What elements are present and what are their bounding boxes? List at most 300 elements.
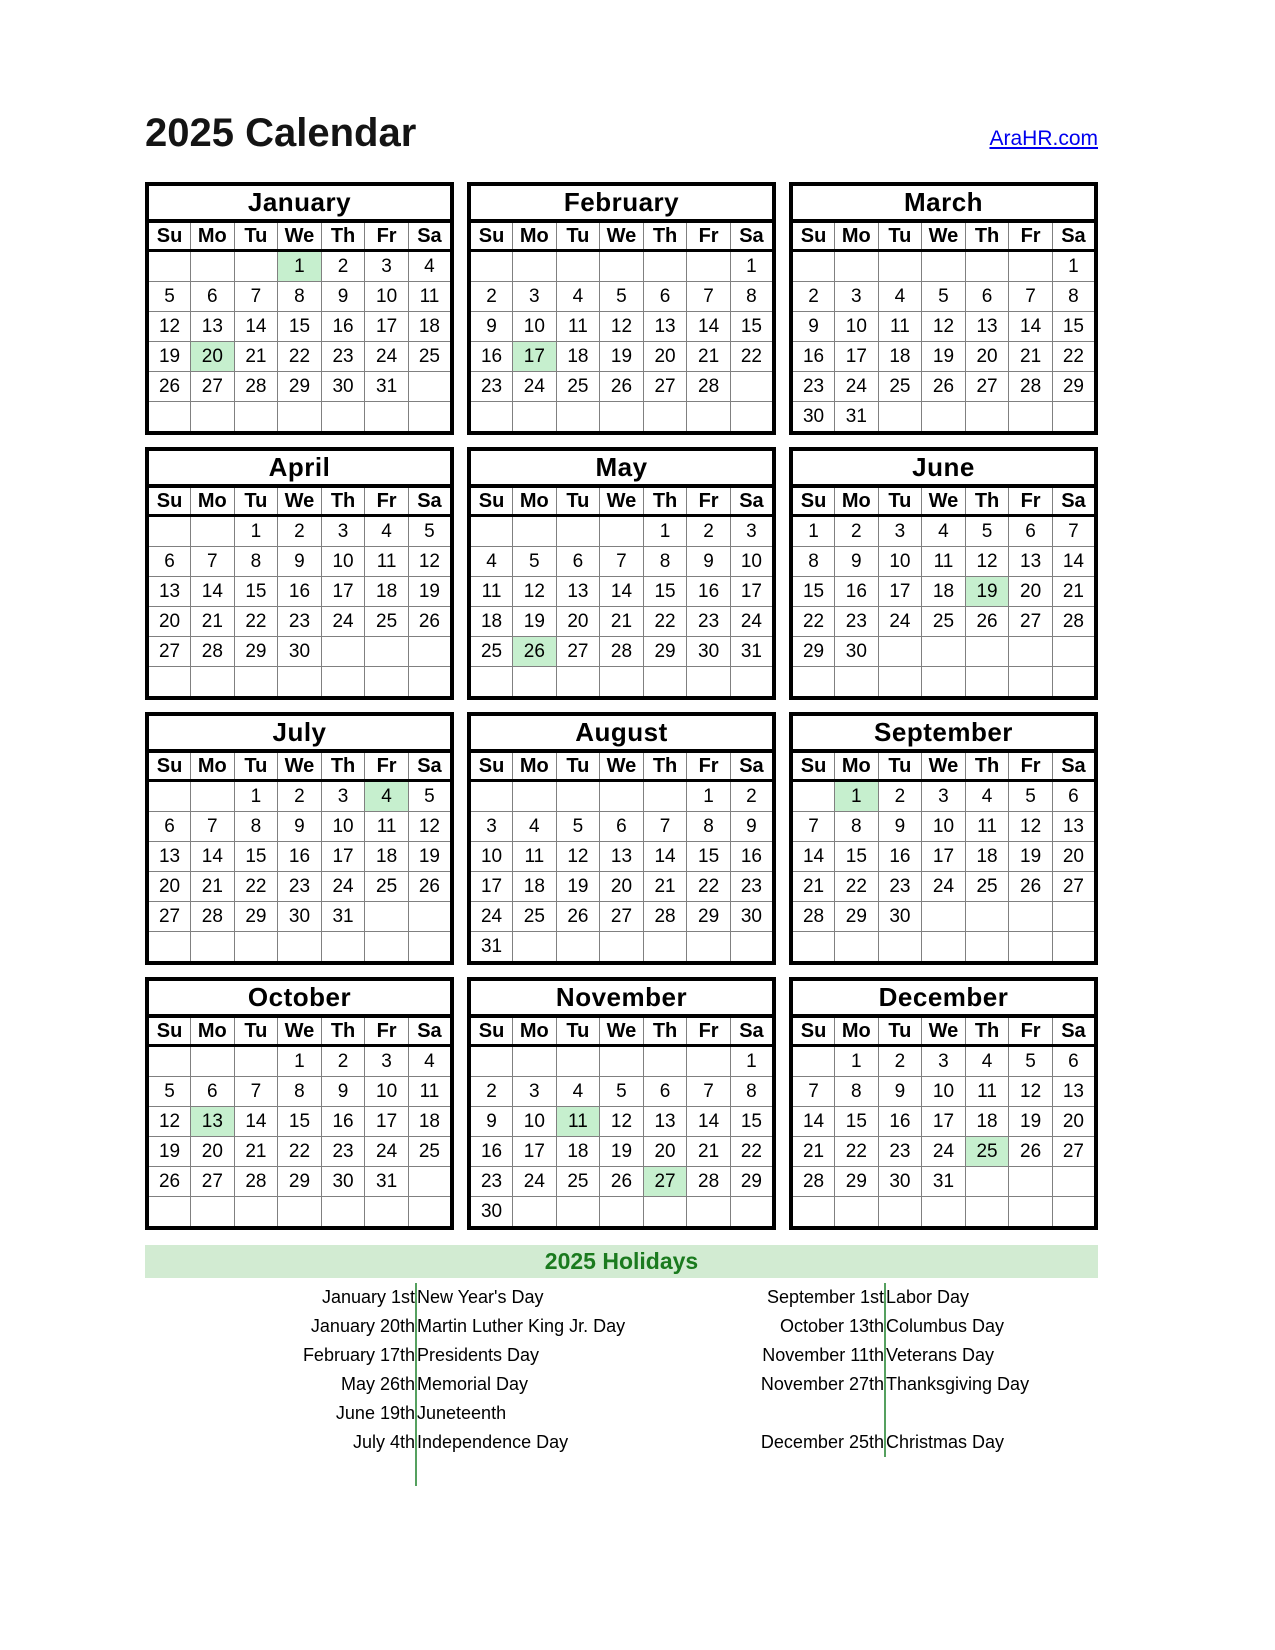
weekday-sa: Sa xyxy=(1052,751,1096,781)
day-cell: 24 xyxy=(835,372,879,402)
empty-day-cell xyxy=(922,637,966,667)
day-cell: 24 xyxy=(365,342,409,372)
day-cell: 6 xyxy=(191,282,235,312)
day-cell: 28 xyxy=(1009,372,1053,402)
day-cell: 20 xyxy=(643,342,687,372)
day-cell: 15 xyxy=(835,842,879,872)
day-cell: 21 xyxy=(687,342,731,372)
day-cell: 20 xyxy=(1009,577,1053,607)
day-cell: 16 xyxy=(730,842,774,872)
month-title: December xyxy=(791,979,1096,1016)
empty-day-cell xyxy=(234,402,278,434)
empty-day-cell xyxy=(408,1167,452,1197)
day-cell: 12 xyxy=(1009,812,1053,842)
day-cell: 12 xyxy=(408,547,452,577)
empty-day-cell xyxy=(643,1197,687,1229)
empty-day-cell xyxy=(922,902,966,932)
day-cell: 3 xyxy=(922,781,966,812)
month-february xyxy=(467,182,776,435)
day-cell: 16 xyxy=(687,577,731,607)
holiday-name: Thanksgiving Day xyxy=(885,1370,1102,1399)
empty-day-cell xyxy=(321,637,365,667)
day-cell: 12 xyxy=(513,577,557,607)
empty-day-cell xyxy=(278,932,322,964)
empty-day-cell xyxy=(147,516,191,547)
weekday-mo: Mo xyxy=(835,751,879,781)
day-cell: 21 xyxy=(1052,577,1096,607)
month-title: November xyxy=(469,979,774,1016)
day-cell: 9 xyxy=(878,1077,922,1107)
empty-day-cell xyxy=(1052,402,1096,434)
holiday-row xyxy=(145,1370,1102,1399)
month-title: June xyxy=(791,449,1096,486)
day-cell: 27 xyxy=(643,372,687,402)
day-cell: 10 xyxy=(321,547,365,577)
empty-day-cell xyxy=(730,1197,774,1229)
day-cell: 23 xyxy=(730,872,774,902)
day-cell: 22 xyxy=(687,872,731,902)
weekday-th: Th xyxy=(965,486,1009,516)
day-cell: 17 xyxy=(469,872,513,902)
day-cell: 8 xyxy=(643,547,687,577)
day-cell: 17 xyxy=(730,577,774,607)
weekday-fr: Fr xyxy=(687,221,731,251)
day-cell: 18 xyxy=(922,577,966,607)
day-cell: 29 xyxy=(278,372,322,402)
day-cell: 21 xyxy=(687,1137,731,1167)
day-cell: 15 xyxy=(643,577,687,607)
day-cell: 27 xyxy=(600,902,644,932)
day-cell: 16 xyxy=(278,842,322,872)
empty-day-cell xyxy=(365,667,409,699)
day-cell: 15 xyxy=(234,577,278,607)
day-cell: 11 xyxy=(965,1077,1009,1107)
day-cell: 10 xyxy=(922,812,966,842)
holiday-date: February 17th xyxy=(302,1345,415,1365)
day-cell: 24 xyxy=(469,902,513,932)
day-cell: 26 xyxy=(1009,872,1053,902)
empty-day-cell xyxy=(513,1197,557,1229)
holidays-table xyxy=(145,1283,1102,1486)
weekday-tu: Tu xyxy=(878,751,922,781)
day-cell: 28 xyxy=(191,637,235,667)
empty-day-cell xyxy=(191,667,235,699)
empty-day-cell xyxy=(835,932,879,964)
empty-cell xyxy=(416,1457,709,1486)
day-cell: 15 xyxy=(687,842,731,872)
day-cell: 6 xyxy=(556,547,600,577)
weekday-we: We xyxy=(600,221,644,251)
holiday-day-cell: 26 xyxy=(513,637,557,667)
day-cell: 3 xyxy=(878,516,922,547)
day-cell: 11 xyxy=(513,842,557,872)
day-cell: 19 xyxy=(408,577,452,607)
day-cell: 23 xyxy=(878,1137,922,1167)
weekday-fr: Fr xyxy=(365,1016,409,1046)
day-cell: 9 xyxy=(469,1107,513,1137)
day-cell: 24 xyxy=(922,1137,966,1167)
day-cell: 13 xyxy=(1009,547,1053,577)
weekday-sa: Sa xyxy=(730,751,774,781)
day-cell: 19 xyxy=(1009,1107,1053,1137)
day-cell: 5 xyxy=(1009,781,1053,812)
day-cell: 29 xyxy=(835,902,879,932)
day-cell: 16 xyxy=(321,1107,365,1137)
day-cell: 8 xyxy=(730,1077,774,1107)
weekday-sa: Sa xyxy=(730,1016,774,1046)
day-cell: 14 xyxy=(687,1107,731,1137)
holiday-day-cell: 1 xyxy=(278,251,322,282)
empty-day-cell xyxy=(408,932,452,964)
day-cell: 5 xyxy=(147,282,191,312)
day-cell: 27 xyxy=(965,372,1009,402)
weekday-sa: Sa xyxy=(1052,221,1096,251)
empty-day-cell xyxy=(1009,402,1053,434)
weekday-mo: Mo xyxy=(513,751,557,781)
day-cell: 18 xyxy=(556,342,600,372)
empty-day-cell xyxy=(556,516,600,547)
day-cell: 10 xyxy=(321,812,365,842)
day-cell: 25 xyxy=(408,342,452,372)
empty-day-cell xyxy=(878,667,922,699)
month-july xyxy=(145,712,454,965)
empty-day-cell xyxy=(1052,1197,1096,1229)
holiday-day-cell: 25 xyxy=(965,1137,1009,1167)
day-cell: 3 xyxy=(835,282,879,312)
day-cell: 8 xyxy=(730,282,774,312)
day-cell: 23 xyxy=(469,372,513,402)
empty-day-cell xyxy=(878,637,922,667)
day-cell: 5 xyxy=(147,1077,191,1107)
empty-day-cell xyxy=(321,932,365,964)
empty-day-cell xyxy=(469,402,513,434)
weekday-sa: Sa xyxy=(730,486,774,516)
day-cell: 12 xyxy=(147,312,191,342)
day-cell: 11 xyxy=(922,547,966,577)
day-cell: 29 xyxy=(643,637,687,667)
empty-day-cell xyxy=(1009,251,1053,282)
day-cell: 7 xyxy=(687,282,731,312)
day-cell: 30 xyxy=(878,902,922,932)
day-cell: 18 xyxy=(556,1137,600,1167)
holidays-section xyxy=(145,1245,1098,1486)
day-cell: 24 xyxy=(321,872,365,902)
holiday-date: October 13th xyxy=(779,1316,884,1336)
month-december xyxy=(789,977,1098,1230)
empty-day-cell xyxy=(730,372,774,402)
day-cell: 10 xyxy=(365,282,409,312)
holiday-name: Juneteenth xyxy=(416,1399,709,1428)
day-cell: 27 xyxy=(1052,872,1096,902)
day-cell: 6 xyxy=(643,282,687,312)
day-cell: 8 xyxy=(278,282,322,312)
day-cell: 16 xyxy=(321,312,365,342)
weekday-sa: Sa xyxy=(1052,1016,1096,1046)
day-cell: 10 xyxy=(469,842,513,872)
empty-day-cell xyxy=(965,1197,1009,1229)
empty-day-cell xyxy=(513,667,557,699)
empty-day-cell xyxy=(643,1046,687,1077)
day-cell: 16 xyxy=(469,342,513,372)
holiday-name: Memorial Day xyxy=(416,1370,709,1399)
day-cell: 15 xyxy=(278,1107,322,1137)
day-cell: 21 xyxy=(1009,342,1053,372)
day-cell: 7 xyxy=(1009,282,1053,312)
empty-day-cell xyxy=(234,1046,278,1077)
empty-day-cell xyxy=(147,1197,191,1229)
weekday-su: Su xyxy=(469,221,513,251)
weekday-sa: Sa xyxy=(1052,486,1096,516)
holiday-row xyxy=(145,1312,1102,1341)
empty-day-cell xyxy=(365,932,409,964)
weekday-mo: Mo xyxy=(191,751,235,781)
day-cell: 13 xyxy=(147,577,191,607)
day-cell: 30 xyxy=(321,1167,365,1197)
weekday-th: Th xyxy=(965,1016,1009,1046)
day-cell: 15 xyxy=(730,1107,774,1137)
day-cell: 12 xyxy=(147,1107,191,1137)
empty-day-cell xyxy=(730,402,774,434)
day-cell: 28 xyxy=(687,372,731,402)
empty-day-cell xyxy=(791,781,835,812)
day-cell: 31 xyxy=(922,1167,966,1197)
day-cell: 17 xyxy=(321,842,365,872)
weekday-tu: Tu xyxy=(234,1016,278,1046)
day-cell: 3 xyxy=(469,812,513,842)
day-cell: 25 xyxy=(365,872,409,902)
page-header xyxy=(145,0,1098,155)
day-cell: 11 xyxy=(365,812,409,842)
empty-day-cell xyxy=(687,402,731,434)
month-title: January xyxy=(147,184,452,221)
weekday-th: Th xyxy=(965,751,1009,781)
weekday-mo: Mo xyxy=(835,221,879,251)
empty-day-cell xyxy=(1052,1167,1096,1197)
day-cell: 22 xyxy=(643,607,687,637)
weekday-we: We xyxy=(600,751,644,781)
day-cell: 6 xyxy=(643,1077,687,1107)
day-cell: 25 xyxy=(556,372,600,402)
weekday-su: Su xyxy=(147,751,191,781)
day-cell: 9 xyxy=(278,812,322,842)
day-cell: 14 xyxy=(1052,547,1096,577)
day-cell: 20 xyxy=(556,607,600,637)
weekday-mo: Mo xyxy=(191,221,235,251)
day-cell: 1 xyxy=(234,781,278,812)
holiday-day-cell: 11 xyxy=(556,1107,600,1137)
holiday-row-extension xyxy=(145,1457,1102,1486)
day-cell: 18 xyxy=(408,1107,452,1137)
empty-day-cell xyxy=(556,667,600,699)
weekday-tu: Tu xyxy=(878,221,922,251)
day-cell: 13 xyxy=(643,1107,687,1137)
day-cell: 19 xyxy=(922,342,966,372)
day-cell: 18 xyxy=(469,607,513,637)
day-cell: 9 xyxy=(321,1077,365,1107)
day-cell: 11 xyxy=(408,282,452,312)
weekday-th: Th xyxy=(643,751,687,781)
empty-day-cell xyxy=(278,402,322,434)
month-title: October xyxy=(147,979,452,1016)
empty-day-cell xyxy=(408,667,452,699)
empty-day-cell xyxy=(687,1197,731,1229)
empty-day-cell xyxy=(321,402,365,434)
holiday-date: May 26th xyxy=(340,1374,415,1394)
day-cell: 16 xyxy=(469,1137,513,1167)
holiday-name: Labor Day xyxy=(885,1283,1102,1312)
day-cell: 28 xyxy=(234,372,278,402)
holiday-name: Columbus Day xyxy=(885,1312,1102,1341)
weekday-fr: Fr xyxy=(1009,221,1053,251)
weekday-sa: Sa xyxy=(730,221,774,251)
month-march xyxy=(789,182,1098,435)
day-cell: 8 xyxy=(278,1077,322,1107)
empty-day-cell xyxy=(878,1197,922,1229)
empty-day-cell xyxy=(922,932,966,964)
day-cell: 26 xyxy=(922,372,966,402)
weekday-fr: Fr xyxy=(1009,486,1053,516)
empty-day-cell xyxy=(1052,902,1096,932)
day-cell: 14 xyxy=(191,842,235,872)
empty-day-cell xyxy=(147,932,191,964)
empty-day-cell xyxy=(469,667,513,699)
day-cell: 22 xyxy=(1052,342,1096,372)
day-cell: 16 xyxy=(878,1107,922,1137)
weekday-we: We xyxy=(922,486,966,516)
day-cell: 25 xyxy=(878,372,922,402)
weekday-we: We xyxy=(278,486,322,516)
weekday-fr: Fr xyxy=(365,751,409,781)
weekday-tu: Tu xyxy=(878,1016,922,1046)
day-cell: 2 xyxy=(278,781,322,812)
day-cell: 22 xyxy=(278,342,322,372)
empty-day-cell xyxy=(365,902,409,932)
day-cell: 14 xyxy=(643,842,687,872)
day-cell: 9 xyxy=(878,812,922,842)
day-cell: 28 xyxy=(234,1167,278,1197)
day-cell: 19 xyxy=(1009,842,1053,872)
day-cell: 19 xyxy=(556,872,600,902)
day-cell: 23 xyxy=(469,1167,513,1197)
weekday-su: Su xyxy=(469,1016,513,1046)
day-cell: 30 xyxy=(791,402,835,434)
day-cell: 23 xyxy=(791,372,835,402)
day-cell: 6 xyxy=(965,282,1009,312)
holiday-name: Christmas Day xyxy=(885,1428,1102,1457)
day-cell: 24 xyxy=(513,1167,557,1197)
empty-day-cell xyxy=(922,402,966,434)
empty-day-cell xyxy=(600,781,644,812)
day-cell: 27 xyxy=(147,637,191,667)
day-cell: 23 xyxy=(878,872,922,902)
day-cell: 25 xyxy=(469,637,513,667)
day-cell: 29 xyxy=(835,1167,879,1197)
day-cell: 20 xyxy=(147,607,191,637)
day-cell: 28 xyxy=(687,1167,731,1197)
empty-day-cell xyxy=(556,781,600,812)
day-cell: 21 xyxy=(791,1137,835,1167)
day-cell: 12 xyxy=(408,812,452,842)
day-cell: 3 xyxy=(513,1077,557,1107)
empty-day-cell xyxy=(147,1046,191,1077)
empty-day-cell xyxy=(878,932,922,964)
empty-day-cell xyxy=(234,667,278,699)
holiday-date: July 4th xyxy=(352,1432,415,1452)
empty-day-cell xyxy=(922,667,966,699)
day-cell: 3 xyxy=(513,282,557,312)
holiday-date xyxy=(709,1399,885,1428)
day-cell: 11 xyxy=(469,577,513,607)
day-cell: 17 xyxy=(922,1107,966,1137)
day-cell: 4 xyxy=(513,812,557,842)
day-cell: 15 xyxy=(835,1107,879,1137)
empty-day-cell xyxy=(965,1167,1009,1197)
weekday-we: We xyxy=(600,1016,644,1046)
day-cell: 7 xyxy=(643,812,687,842)
day-cell: 6 xyxy=(600,812,644,842)
month-january xyxy=(145,182,454,435)
day-cell: 29 xyxy=(234,637,278,667)
weekday-mo: Mo xyxy=(191,1016,235,1046)
day-cell: 19 xyxy=(600,342,644,372)
month-april xyxy=(145,447,454,700)
day-cell: 13 xyxy=(1052,812,1096,842)
day-cell: 30 xyxy=(469,1197,513,1229)
holiday-date: December 25th xyxy=(760,1432,884,1452)
weekday-th: Th xyxy=(321,1016,365,1046)
empty-day-cell xyxy=(408,402,452,434)
empty-day-cell xyxy=(408,902,452,932)
day-cell: 4 xyxy=(965,1046,1009,1077)
empty-day-cell xyxy=(556,402,600,434)
day-cell: 2 xyxy=(469,282,513,312)
content-area xyxy=(145,0,1098,1486)
weekday-sa: Sa xyxy=(408,221,452,251)
weekday-mo: Mo xyxy=(513,221,557,251)
weekday-th: Th xyxy=(321,486,365,516)
day-cell: 2 xyxy=(730,781,774,812)
day-cell: 6 xyxy=(191,1077,235,1107)
day-cell: 14 xyxy=(687,312,731,342)
empty-day-cell xyxy=(965,932,1009,964)
day-cell: 7 xyxy=(191,547,235,577)
day-cell: 26 xyxy=(1009,1137,1053,1167)
day-cell: 14 xyxy=(1009,312,1053,342)
weekday-fr: Fr xyxy=(365,221,409,251)
day-cell: 14 xyxy=(234,312,278,342)
empty-cell xyxy=(885,1457,1102,1486)
day-cell: 19 xyxy=(408,842,452,872)
day-cell: 14 xyxy=(791,1107,835,1137)
weekday-fr: Fr xyxy=(1009,1016,1053,1046)
day-cell: 5 xyxy=(922,282,966,312)
day-cell: 19 xyxy=(147,1137,191,1167)
month-june xyxy=(789,447,1098,700)
empty-day-cell xyxy=(791,667,835,699)
holiday-name: New Year's Day xyxy=(416,1283,709,1312)
day-cell: 5 xyxy=(600,1077,644,1107)
weekday-mo: Mo xyxy=(513,1016,557,1046)
arahr-link[interactable]: AraHR.com xyxy=(989,127,1098,150)
weekday-sa: Sa xyxy=(408,751,452,781)
day-cell: 7 xyxy=(1052,516,1096,547)
day-cell: 21 xyxy=(191,872,235,902)
day-cell: 2 xyxy=(278,516,322,547)
day-cell: 9 xyxy=(687,547,731,577)
day-cell: 18 xyxy=(965,842,1009,872)
day-cell: 27 xyxy=(191,372,235,402)
day-cell: 14 xyxy=(600,577,644,607)
